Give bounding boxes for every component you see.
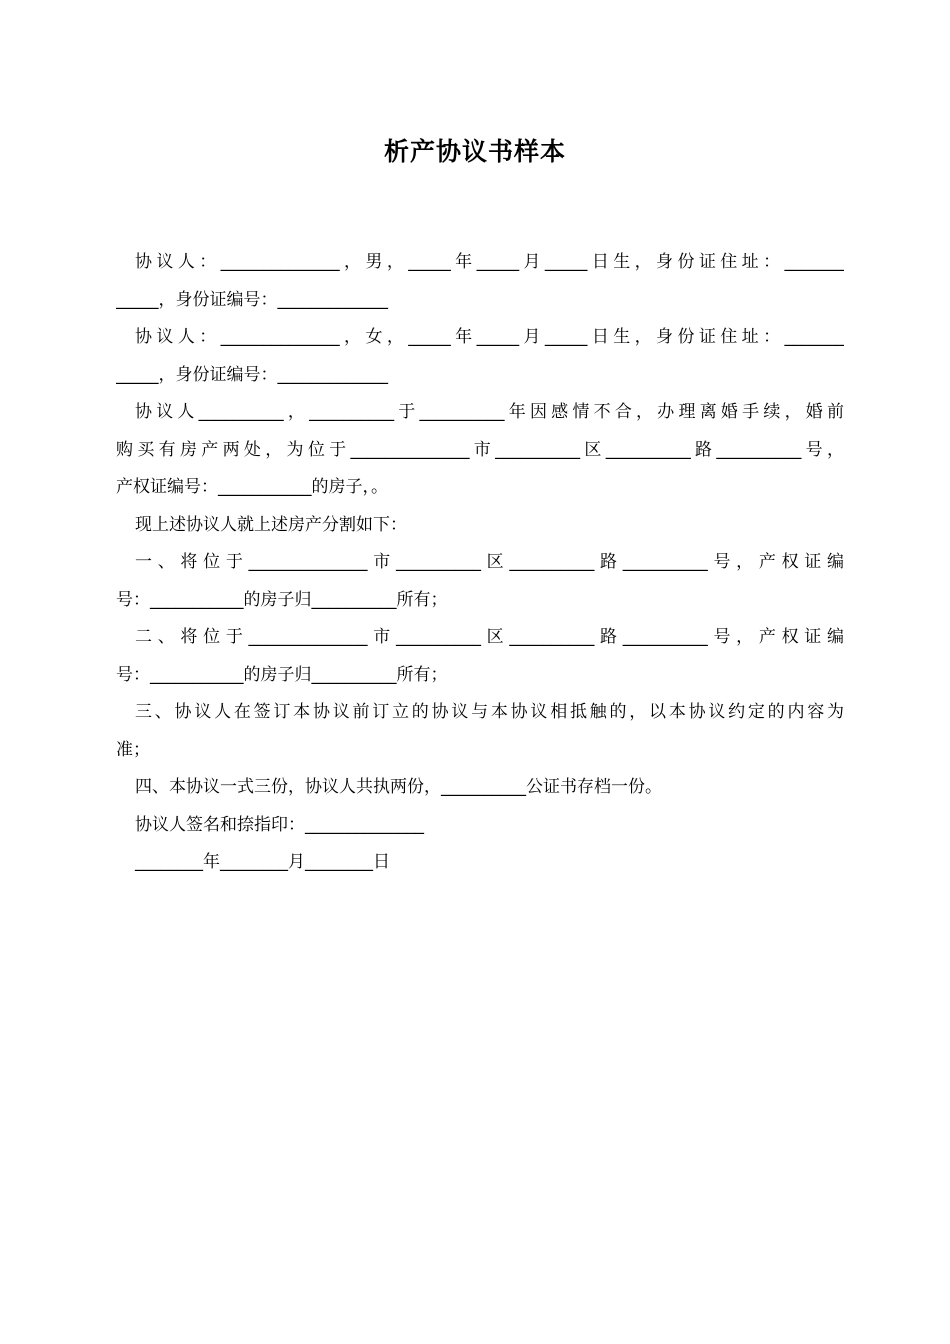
document-body (116, 244, 844, 882)
background-line-3: 产权证编号：___________的房子，。 (116, 477, 388, 497)
document-title: 析产协议书样本 (383, 137, 566, 166)
signature-line: 协议人签名和捺指印：______________ (135, 814, 424, 835)
clause-one-line-2: 号：___________的房子归__________所有； (116, 589, 448, 610)
clause-four: 四、本协议一式三份，协议人共执两份，__________公证书存档一份。 (135, 777, 662, 797)
background-line-2: 购买有房产两处，为位于______________市__________区__________路__________号， (116, 439, 844, 460)
clause-three-line-1: 三、协议人在签订本协议前订立的协议与本协议相抵触的，以本协议约定的内容为 (135, 702, 844, 722)
clause-three-line-2: 准； (116, 739, 150, 760)
division-intro: 现上述协议人就上述房产分割如下： (135, 514, 407, 535)
party-two-line-2: _____，身份证编号：_____________ (116, 364, 388, 385)
clause-one-line-1: 一、将位于______________市__________区__________路__________号，产权证编 (135, 552, 844, 572)
clause-two-line-2: 号：___________的房子归__________所有； (116, 664, 448, 685)
clause-two-line-1: 二、将位于______________市__________区__________路__________号，产权证编 (135, 627, 844, 647)
party-two-line-1: 协议人：______________，女，_____年_____月_____日生，身份证住址：_______ (135, 327, 844, 347)
background-line-1: 协议人__________，__________于__________年因感情不合，办理离婚手续，婚前 (135, 402, 844, 422)
party-one-line-1: 协议人：______________，男，_____年_____月_____日生，身份证住址：_______ (135, 252, 844, 272)
date-line: ________年________月________日 (135, 852, 390, 872)
party-one-line-2: _____，身份证编号：_____________ (116, 289, 388, 310)
